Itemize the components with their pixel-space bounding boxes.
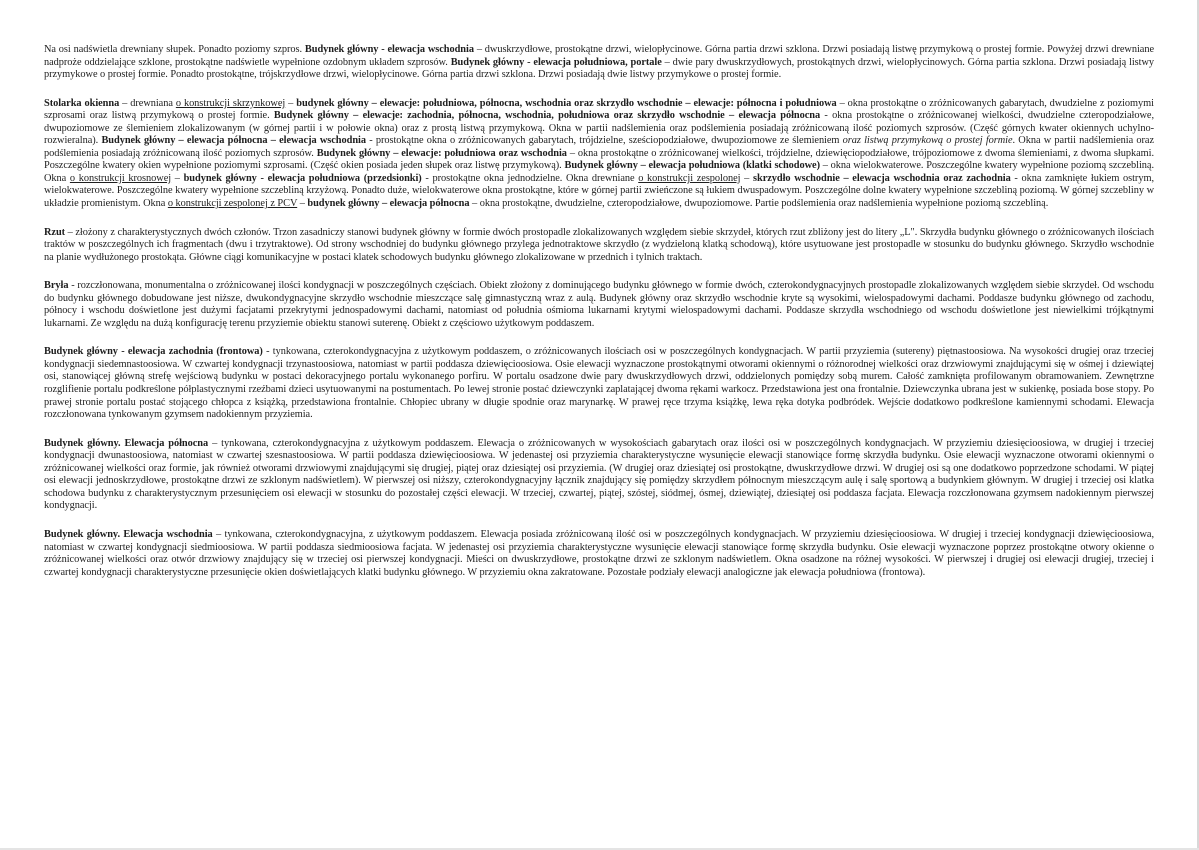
body-text: – [297,198,308,210]
body-text: - okna prostokątne o zróżnicowanej wielkości, dwudzielne czteropodziałowe, dwupoziomowe ze ślemieniem zlokalizowanym (w górnej partii i w połowie okna) oraz z prostą listwą przymykową. Okna w partii nadślemienia oraz podślemienia posiadają zróżnicowaną ilość poziomych szprosów. (Część górnych kwater okiennych uchylno-rozwieralna). [44,110,1154,147]
bold-heading-text: budynek główny - elewacja południowa (przedsionki) [183,172,422,184]
bold-heading-text: Budynek główny – elewacje: południowa oraz wschodnia [316,147,567,159]
bold-heading-text: Budynek główny. Elewacja północna [44,437,209,449]
underlined-text: o konstrukcji skrzynkowej [175,97,286,109]
body-text: Na osi nadświetla drewniany słupek. Ponadto poziomy szpros. [44,44,305,55]
paragraph [44,280,1154,330]
underlined-text: o konstrukcji zespolonej z PCV [167,198,298,210]
body-text: – okna prostokątne o zróżnicowanych gabarytach, dwudzielne z poziomymi szprosami oraz listwą przymykową o prostej formie. [44,97,1154,122]
body-text: – dwuskrzydłowe, prostokątne drzwi, wielopłycinowe. Górna partia drzwi szklona. Drzwi posiadają listwę przymykową o prostej formie. Powyżej drzwi drewniane nadproże oddzielające szklone, prostokątne nadświetle wypełnione ozdobnym układem szprosów. [44,44,1154,68]
body-text: – [285,97,297,109]
body-text: - prostokątne okna jednodzielne. Okna drewniane [421,172,639,184]
body-text: – dwie pary dwuskrzydłowych, prostokątnych drzwi, wielopłycinowych. Górna partia szklona. Drzwi posiadają listwy przymykowe o prostej formie. Ponadto prostokątne, trójskrzydłowe drzwi, wielopłycinowe. Górna partia drzwi szklona. Drzwi posiadają dwie listwy przymykowe o prostej formie. [44,56,1154,81]
body-text: - tynkowana, czterokondygnacyjna z użytkowym poddaszem, o zróżnicowanych ilościach osi w poszczególnych kondygnacjach. W partii przyziemia (sutereny) piętnastoosiowa. Na wysokości drugiej oraz trzeciej kondygnacji siedemnastoosiowa. W czwartej kondygnacji trzynastoosiowa, natomiast w partii poddasza dziewięcioosiowa. Osie elewacji wyznaczone prostokątnymi otworami okiennymi o różnorodnej wielkości oraz drzwiowymi znajdującymi się w ośmej i dziewiątej osi, stanowiącej główną strefę wejściową budynku w postaci dekoracyjnego portalu wykonanego porfiru. W portalu osadzone dwie pary dwuskrzydłowych drzwi, oddzielonych pomiędzy sobą murem. Całość zamknięta profilowanym obramowaniem. Zewnętrzne rozglifienie portalu podkreślone półplastycznymi rzeźbami dzieci usytuowanymi na postumentach. Po lewej stronie postać dziewczynki zaplatającej dwoma rękami warkocz. Przedstawiona jest ona frontalnie. Dziewczynka ubrana jest w sukienkę, posiada bose stopy. Po prawej stronie portalu postać stojącego chłopca z książką, przedstawiona frontalnie. Chłopiec ubrany w długie spodnie oraz marynarkę. W prawej ręce trzyma książkę, lewa ręka dotyka podbródek. Wejście dodatkowo podkreślone kamiennymi schodami. Elewacja rozczłonowana tynkowanym gzymsem nadokiennym przyziemia. [44,346,1154,421]
body-text: – [740,172,754,184]
paragraph [44,44,1154,82]
bold-heading-text: skrzydło wschodnie – elewacja wschodnia oraz zachodnia [753,172,1011,184]
document-page [44,44,1154,579]
bold-heading-text: Budynek główny - elewacja południowa, portale [450,56,662,68]
paragraph [44,98,1154,211]
body-text: - okna zamknięte łukiem ostrym, wielokwaterowe. Poszczególne kwatery wypełnione szczebliną krzyżową. Ponadto duże, wielokwaterowe okna prostokątne, które w górnej partii zwieńczone są łukiem dwuspadowym. Poszczególne dolne kwatery wypełnione szczebliną poziomą. W górnej szczebliny w układzie promienistym. Okna [44,172,1154,210]
body-text: . Okna w partii nadślemienia oraz podślemienia posiadają zróżnicowaną ilość poziomych szprosów. [44,135,1154,159]
body-text: – okna prostokątne, dwudzielne, czteropodziałowe, dwupoziomowe. Partie podślemienia oraz nadślemienia wypełnione poziomą szczebliną. [469,198,1049,210]
bold-heading-text: Bryła [44,280,69,292]
body-text: – okna wielokwaterowe. Poszczególne kwatery wypełnione poziomą szczebliną. Okna [44,160,1154,184]
bold-heading-text: Budynek główny – elewacja południowa (klatki schodowe) [564,160,820,172]
paragraph-gap [44,82,1154,98]
italic-text: oraz listwą przymykową o prostej formie [842,135,1013,147]
bold-heading-text: budynek główny – elewacje: południowa, północna, wschodnia oraz skrzydło wschodnie – elewacje: północna i południowa [296,97,837,109]
body-text: - rozczłonowana, monumentalna o zróżnicowanej ilości kondygnacji w poszczególnych częściach. Obiekt złożony z dominującego budynku głównego w formie dwóch, czterokondygnacyjnych prostopadle zlokalizowanych względem siebie skrzydeł. Od wschodu do budynku głównego dobudowane jest niższe, dwukondygnacyjne skrzydło wschodnie mieszczące salę gimnastyczną wraz z aulą. Budynek główny oraz skrzydło wschodnie kryte są wysokimi, wielospadowymi dachami. Poddasze budynku głównego od zachodu, północy i wschodu doświetlone jest dużymi facjatami przekrytymi jednospadowymi dachami, natomiast od południa ośmioma lukarnami krytymi wielospadowymi dachami. Poddasze skrzydła wschodniego od wschodu doświetlone jest niewielkimi trójkątnymi lukarnami. Ze względu na dużą konfigurację terenu przyziemie obiektu stanowi suterenę. Obiekt z częściowo użytkowym poddaszem. [44,280,1154,329]
body-text: – złożony z charakterystycznych dwóch członów. Trzon zasadniczy stanowi budynek główny w formie dwóch prostopadle zlokalizowanych względem siebie skrzydeł, których rzut zbliżony jest do litery „L". Skrzydła budynku głównego o zróżnicowanych ilościach traktów w poszczególnych ich fragmentach (dwu i trzytraktowe). Od strony wschodniej do budynku głównego przylega jednotraktowe skrzydło (z wydzieloną klatką schodową), które usytuowane jest prostopadle w stosunku do budynku głównego. Skrzydło wschodnie na planie wydłużonego prostokąta. Główne ciągi komunikacyjne w postaci klatek schodowych budynku głównego zlokalizowane w przednich i tylnich traktach. [44,226,1154,263]
body-text: – tynkowana, czterokondygnacyjna, z użytkowym poddaszem. Elewacja posiada zróżnicowaną ilość osi w poszczególnych kondygnacjach. W przyziemiu dziesięcioosiowa. W drugiej i trzeciej kondygnacji dziewięcioosiowa, natomiast w czwartej kondygnacji siedmioosiowa. W partii poddasza siedmioosiowa facjata. W jedenastej osi przyziemia charakterystyczne wysunięcie elewacji stanowiące formę skrzydła budynku. Osie elewacji wyznaczone poprzez prostokątne otwory okienne o zróżnicowanej wielkości oraz otwór drzwiowy znajdujący się w trzeciej osi pierwszej kondygnacji. Mieści on dwuskrzydłowe, prostokątne drzwi ze szklonym nadświetlem. Okna osadzone na różnej wysokości. W pierwszej i drugiej osi elewacji drugiej, trzeciej i czwartej kondygnacji charakterystyczne przesunięcie okien doświetlających klatki budynku głównego. W przyziemiu okna zakratowane. Pozostałe podziały elewacji analogiczne jak elewacja południowa (frontowa). [44,528,1154,578]
paragraph [44,438,1154,513]
bold-heading-text: Budynek główny – elewacje: zachodnia, północna, wschodnia, południowa oraz skrzydło wschodnie – elewacja północna [273,110,821,122]
bold-heading-text: budynek główny – elewacja północna [307,198,470,210]
body-text: – okna prostokątne o zróżnicowanej wielkości, trójdzielne, dziewięciopodziałowe, trójpoziomowe z dwoma ślemieniami, z dwoma słupkami. Poszczególne kwatery okien wypełnione poziomymi szprosami. (Część okien posiada jeden słupek oraz listwę przymykową). [44,147,1154,172]
paragraph-gap [44,264,1154,280]
bold-heading-text: Budynek główny. Elewacja wschodnia [44,528,213,540]
paragraph-gap [44,422,1154,438]
underlined-text: o konstrukcji krosnowej [69,172,172,184]
paragraph-gap [44,330,1154,346]
paragraph-gap [44,211,1154,227]
bold-heading-text: Budynek główny – elewacja północna – elewacja wschodnia [101,135,366,147]
body-text: – drewniana [119,97,176,109]
bold-heading-text: Stolarka okienna [44,97,120,109]
body-text: - prostokątne okna o zróżnicowanych gabarytach, trójdzielne, sześciopodziałowe, dwupoziomowe ze ślemieniem [365,135,843,147]
body-text: – tynkowana, czterokondygnacyjna z użytkowym poddaszem. Elewacja o zróżnicowanych w wysokościach gabarytach oraz ilości osi w poszczególnych kondygnacjach. W przyziemiu dziesięcioosiowa, w drugiej i trzeciej kondygnacji dwunastoosiowa, natomiast w czwartej szesnastoosiowa. W partii poddasza dziewięcioosiowa. W jedenastej osi przyziemia charakterystyczne wysunięcie elewacji stanowiące formę skrzydła budynku. Osie elewacji wyznaczone otworami okiennymi o zróżnicowanej wielkości oraz formie, jak również otworami drzwiowymi znajdującymi się drugiej, piątej oraz dziesiątej osi przyziemia. (W drugiej oraz dziesiątej osi prostokątne, dwuskrzydłowe drzwi. W drugiej osi są one dodatkowo poprzedzone schodami. W piątej osi elewacji jednoskrzydłowe, prostokątne drzwi ze szklonym nadświetlem). W pierwszej osi niższy, czterokondygnacyjny łącznik znajdujący się pomiędzy skrzydłem północnym mieszczącym aulę i salę sportową a budynkiem głównym. W drugiej i trzeciej osi klatka schodowa budynku z charakterystycznym przesunięciem osi elewacji w stosunku do pozostałej części elewacji. W trzeciej, czwartej, piątej, szóstej, siódmej, ósmej, dziewiątej, dziesiątej osi poddasza facjata. Elewacja rozczłonowana gzymsem nadokiennym pierwszej kondygnacji. [44,437,1154,512]
paragraph [44,227,1154,265]
bold-heading-text: Rzut [44,226,66,238]
body-text: – [171,172,184,184]
paragraph-gap [44,513,1154,529]
underlined-text: o konstrukcji zespolonej [638,172,741,184]
bold-heading-text: Budynek główny - elewacja zachodnia (frontowa) [44,346,263,358]
paragraph [44,529,1154,579]
bold-heading-text: Budynek główny - elewacja wschodnia [304,44,474,55]
paragraph [44,346,1154,421]
